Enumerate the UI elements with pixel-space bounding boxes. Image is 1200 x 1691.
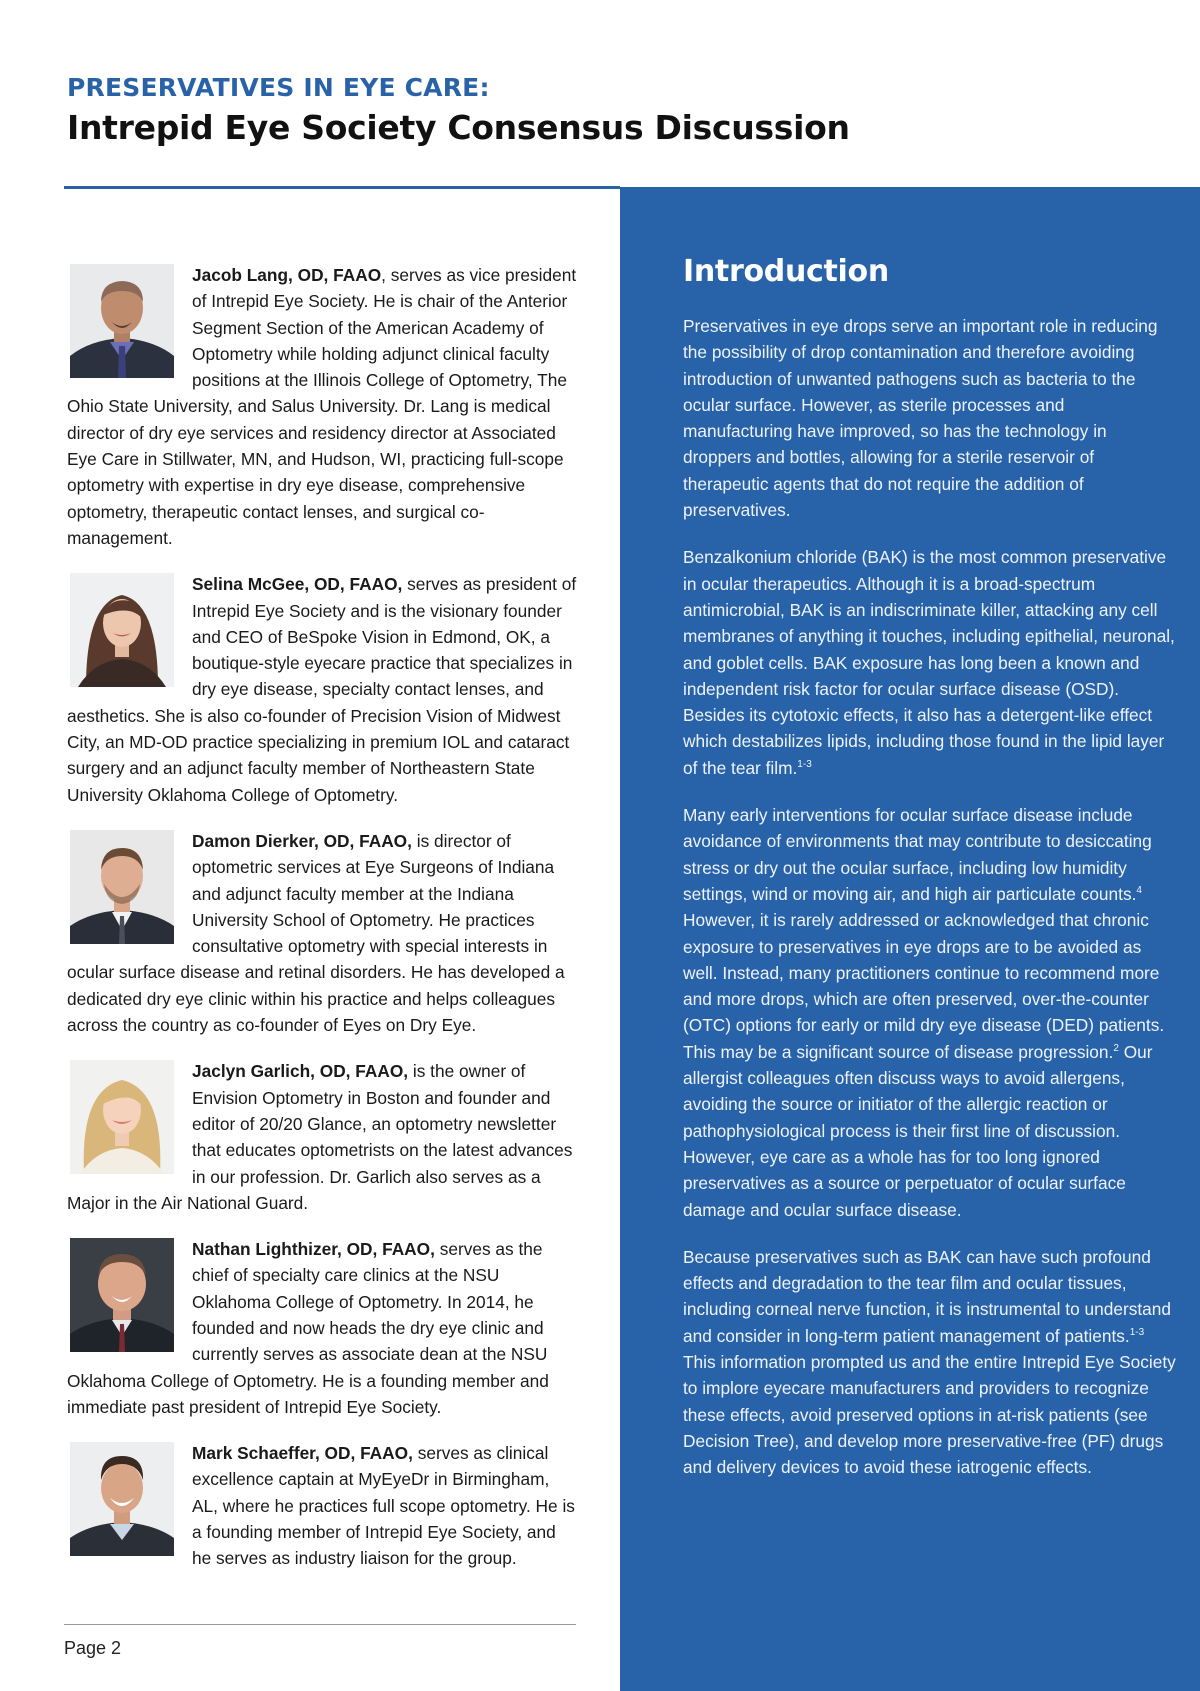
headshot-photo xyxy=(70,264,174,378)
bio-damon-dierker xyxy=(67,828,577,1038)
bio-name: Jaclyn Garlich, OD, FAAO, xyxy=(192,1061,409,1082)
bio-mark-schaeffer xyxy=(67,1440,577,1571)
intro-paragraph-3-text-c: Our allergist colleagues often discuss ways to avoid allergens, avoiding the source or initiator of the allergic reaction or pathophysiological process is their first line of discussion. However, eye care as a whole has for too long ignored preservatives as a source or perpetuator of ocular surface damage and ocular surface disease. xyxy=(683,1041,1153,1220)
intro-paragraph-1: Preservatives in eye drops serve an important role in reducing the possibility of drop contamination and therefore avoiding introduction of unwanted pathogens such as bacteria to the ocular surface. However, as sterile processes and manufacturing have improved, so has the technology in droppers and bottles, allowing for a sterile reservoir of therapeutic agents that do not require the addition of preservatives. xyxy=(683,316,1158,521)
headshot-photo xyxy=(70,1442,174,1556)
intro-paragraph-2 xyxy=(683,544,1177,781)
footer-rule xyxy=(64,1624,576,1625)
bio-text: serves as the chief of specialty care clinics at the NSU Oklahoma College of Optometry. In 2014, he founded and now heads the dry eye clinic and currently serves as associate dean at the NSU Oklahoma College of Optometry. He is a founding member and immediate past president of Intrepid Eye Society. xyxy=(67,1239,549,1417)
author-bios xyxy=(67,262,577,1592)
citation-superscript: 4 xyxy=(1136,885,1142,897)
intro-paragraph-3-text-b: However, it is rarely addressed or acknowledged that chronic exposure to preservatives in eye drops are to be avoided as well. Instead, many practitioners continue to recommend more and more drops, which are often preserved, over-the-counter (OTC) options for early or mild dry eye disease (DED) patients. This may be a significant source of disease progression. xyxy=(683,910,1165,1062)
page-header xyxy=(67,70,967,150)
page-number: Page 2 xyxy=(64,1638,122,1658)
headshot-photo xyxy=(70,1060,174,1174)
headshot-photo xyxy=(70,1238,174,1352)
bio-jacob-lang xyxy=(67,262,577,551)
bio-text: is the owner of Envision Optometry in Boston and founder and editor of 20/20 Glance, an optometry newsletter that educates optometrists on the latest advances in our profession. Dr. Garlich also serves as a Major in the Air National Guard. xyxy=(67,1061,573,1213)
bio-name: Nathan Lighthizer, OD, FAAO, xyxy=(192,1239,435,1260)
headshot-photo xyxy=(70,830,174,944)
bio-nathan-lighthizer xyxy=(67,1236,577,1420)
intro-paragraph-4 xyxy=(683,1244,1177,1481)
bio-text: serves as president of Intrepid Eye Society and is the visionary founder and CEO of BeSpoke Vision in Edmond, OK, a boutique-style eyecare practice that specializes in dry eye disease, specialty contact lenses, and aesthetics. She is also co-founder of Precision Vision of Midwest City, an MD-OD practice specializing in premium IOL and cataract surgery and an adjunct faculty member of Northeastern State University Oklahoma College of Optometry. xyxy=(67,574,577,805)
intro-paragraph-3 xyxy=(683,802,1177,1223)
introduction-panel xyxy=(620,187,1200,1691)
intro-paragraph-2-text: Benzalkonium chloride (BAK) is the most common preservative in ocular therapeutics. Although it is a broad-spectrum antimicrobial, BAK is an indiscriminate killer, attacking any cell membranes of anything it touches, including epithelial, neuronal, and goblet cells. BAK exposure has long been a known and independent risk factor for ocular surface disease (OSD). Besides its cytotoxic effects, it also has a detergent-like effect which destabilizes lipids, including those found in the lipid layer of the tear film. xyxy=(683,547,1175,778)
bio-text: , serves as vice president of Intrepid Eye Society. He is chair of the Anterior Segment Section of the American Academy of Optometry while holding adjunct clinical faculty positions at the Illinois College of Optometry, The Ohio State University, and Salus University. Dr. Lang is medical director of dry eye services and residency director at Associated Eye Care in Stillwater, MN, and Hudson, WI, practicing full-scope optometry with expertise in dry eye disease, comprehensive optometry, therapeutic contact lenses, and surgical co-management. xyxy=(67,265,577,548)
bio-text: serves as clinical excellence captain at MyEyeDr in Birmingham, AL, where he practices full scope optometry. He is a founding member of Intrepid Eye Society, and he serves as industry liaison for the group. xyxy=(192,1443,575,1569)
bio-name: Selina McGee, OD, FAAO, xyxy=(192,574,403,595)
introduction-content xyxy=(683,253,1177,1501)
citation-superscript: 2 xyxy=(1113,1042,1119,1054)
bio-text: is director of optometric services at Eye Surgeons of Indiana and adjunct faculty member at the Indiana University School of Optometry. He practices consultative optometry with special interests in ocular surface disease and retinal disorders. He has developed a dedicated dry eye clinic within his practice and helps colleagues across the country as co-founder of Eyes on Dry Eye. xyxy=(67,830,565,1036)
intro-paragraph-3-text-a: Many early interventions for ocular surface disease include avoidance of environments that may contribute to desiccating stress or dry out the ocular surface, including low humidity settings, wind or moving air, and high air particulate counts. xyxy=(683,805,1152,904)
bio-selina-mcgee xyxy=(67,571,577,808)
headshot-photo xyxy=(70,573,174,687)
bio-name: Mark Schaeffer, OD, FAAO, xyxy=(192,1443,413,1464)
header-kicker: PRESERVATIVES IN EYE CARE: xyxy=(67,73,490,102)
bio-name: Jacob Lang, OD, FAAO xyxy=(192,265,382,285)
page-title: Intrepid Eye Society Consensus Discussion xyxy=(67,108,850,147)
introduction-heading: Introduction xyxy=(683,254,889,289)
bio-name: Damon Dierker, OD, FAAO, xyxy=(192,830,412,851)
bio-jaclyn-garlich xyxy=(67,1058,577,1216)
citation-superscript: 1-3 xyxy=(1129,1326,1145,1338)
intro-paragraph-4-text-a: Because preservatives such as BAK can have such profound effects and degradation to the tear film and ocular tissues, including corneal nerve function, it is instrumental to understand and consider in long-term patient management of patients. xyxy=(683,1246,1171,1346)
citation-superscript: 1-3 xyxy=(797,758,812,770)
intro-paragraph-4-text-b: This information prompted us and the entire Intrepid Eye Society to implore eyecare manufacturers and providers to recognize these effects, avoid preserved options in at-risk patients (see Decision Tree), and develop more preservative-free (PF) drugs and delivery devices to avoid these iatrogenic effects. xyxy=(683,1351,1176,1478)
header-rule xyxy=(64,186,620,189)
